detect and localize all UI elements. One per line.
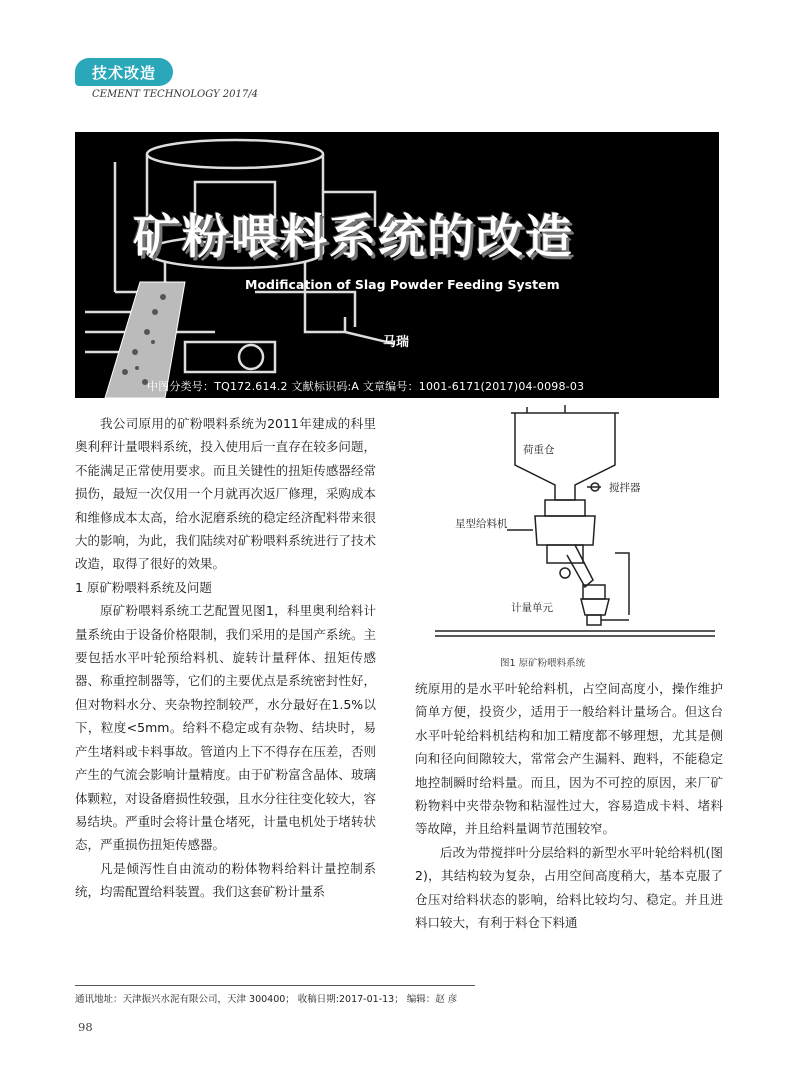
feeding-system-diagram — [415, 405, 723, 655]
paragraph: 凡是倾泻性自由流动的粉体物料给料计量控制系统，均需配置给料装置。我们这套矿粉计量系 — [75, 860, 376, 900]
author: 马瑞 — [383, 335, 410, 350]
footnote: 通讯地址：天津振兴水泥有限公司，天津 300400； 收稿日期:2017-01-13； 编辑：赵 彦 — [75, 994, 458, 1005]
feeder-label: 星型给料机 — [455, 518, 508, 530]
metering-unit-label: 计量单元 — [511, 602, 553, 614]
figure-1 — [415, 405, 723, 665]
section-heading: 1 原矿粉喂料系统及问题 — [75, 579, 212, 595]
stirrer-label: 搅拌器 — [609, 482, 641, 494]
title-banner — [75, 132, 719, 398]
classification-line: 中图分类号：TQ172.614.2 文献标识码:A 文章编号：1001-6171(2017)04-0098-03 — [147, 380, 585, 393]
page-number: 98 — [78, 1020, 93, 1034]
journal-name: CEMENT TECHNOLOGY 2017/4 — [92, 89, 258, 100]
paragraph: 后改为带搅拌叶分层给料的新型水平叶轮给料机(图2)，其结构较为复杂，占用空间高度稍大，基本克服了仓压对给料状态的影响，给料比较均匀、稳定。并且进料口较大，有利于料仓下料通 — [415, 844, 723, 931]
bin-label: 荷重仓 — [523, 444, 555, 456]
section-tag: 技术改造 — [75, 58, 173, 86]
left-column — [75, 412, 376, 904]
paragraph: 我公司原用的矿粉喂料系统为2011年建成的科里奥利秤计量喂料系统，投入使用后一直存在较多问题，不能满足正常使用要求。而且关键性的扭矩传感器经常损伤，最短一次仅用一个月就再次返厂修理，采购成本和维修成本太高，给水泥磨系统的稳定经济配料带来很大的影响，为此，我们陆续对矿粉喂料系统进行了技术改造，取得了很好的效果。 — [75, 416, 376, 572]
paragraph: 原矿粉喂料系统工艺配置见图1，科里奥利给料计量系统由于设备价格限制，我们采用的是国产系统。主要包括水平叶轮预给料机、旋转计量秤体、扭矩传感器、称重控制器等，它们的主要优点是系统密封性好，但对物料水分、夹杂物控制较严，水分最好在1.5%以下，粒度<5mm。给料不稳定或有杂物、结块时，易产生堵料或卡料事故。管道内上下不得存在压差，否则产生的气流会影响计量精度。由于矿粉富含晶体、玻璃体颗粒，对设备磨损性较强，且水分往往变化较大，容易结块。严重时会将计量仓堵死，计量电机处于堵转状态，严重损伤扭矩传感器。 — [75, 603, 376, 853]
footnote-divider — [75, 985, 475, 986]
right-column — [415, 677, 723, 934]
figure-caption: 图1 原矿粉喂料系统 — [500, 658, 586, 669]
paragraph: 统原用的是水平叶轮给料机，占空间高度小，操作维护简单方便，投资少，适用于一般给料计量场合。但这台水平叶轮给料机结构和加工精度都不够理想，尤其是侧向和径向间隙较大，常常会产生漏料、跑料，不能稳定地控制瞬时给料量。而且，因为不可控的原因，来厂矿粉物料中夹带杂物和粘湿性过大，容易造成卡料、堵料等故障，并且给料量调节范围较窄。 — [415, 681, 723, 837]
article-title-english: Modification of Slag Powder Feeding System — [245, 277, 560, 292]
article-title: 矿粉喂料系统的改造 — [133, 210, 574, 265]
